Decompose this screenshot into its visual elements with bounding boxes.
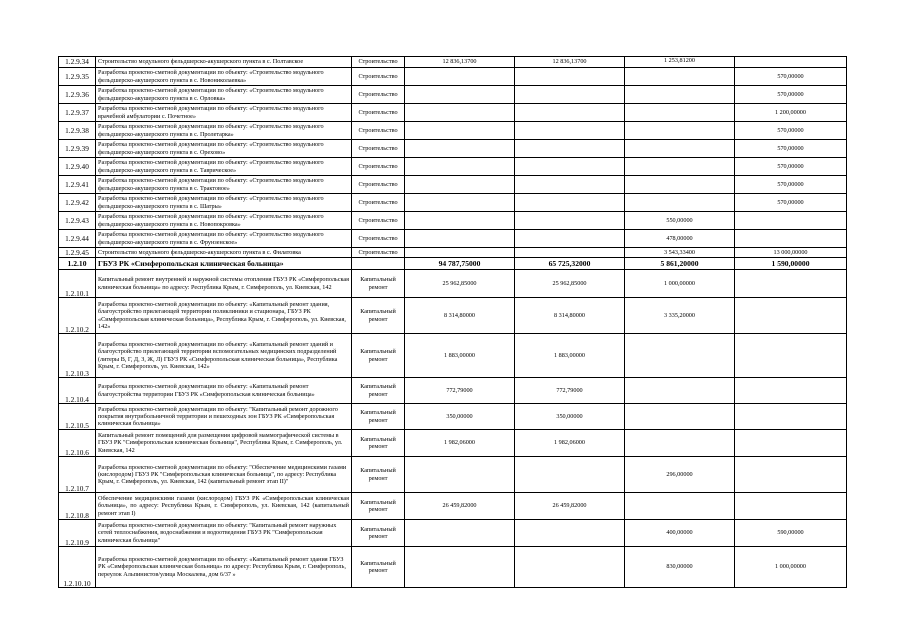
row-code: 1.2.10.5 [59, 404, 96, 430]
row-name: ГБУЗ РК «Симферопольская клиническая больница» [96, 258, 352, 270]
row-value-2 [515, 158, 625, 176]
row-code: 1.2.9.37 [59, 104, 96, 122]
row-type: Строительство [352, 158, 405, 176]
row-name: Разработка проектно-сметной документации по объекту: «Строительство модульного врачебной амбулатории с. Почетное» [96, 104, 352, 122]
row-name: Разработка проектно-сметной документации по объекту: «Строительство модульного фельдшерско-акушерского пункта в с. Орехово» [96, 140, 352, 158]
row-name: Строительство модульного фельдшерско-акушерского пункта в с. Филатовка [96, 248, 352, 258]
row-value-3 [625, 404, 735, 430]
row-total-cost [405, 212, 515, 230]
row-value-2 [515, 230, 625, 248]
row-value-4 [735, 493, 847, 520]
row-value-2: 65 725,32000 [515, 258, 625, 270]
row-total-cost: 1 883,00000 [405, 334, 515, 378]
row-code: 1.2.10.2 [59, 298, 96, 334]
table-row [59, 430, 847, 457]
row-type: Капитальный ремонт [352, 378, 405, 404]
row-total-cost [405, 140, 515, 158]
row-type: Строительство [352, 57, 405, 68]
row-value-4 [735, 404, 847, 430]
row-total-cost [405, 248, 515, 258]
row-value-4: 570,00000 [735, 68, 847, 86]
row-total-cost: 25 962,85000 [405, 270, 515, 298]
row-code: 1.2.9.40 [59, 158, 96, 176]
table-row [59, 547, 847, 588]
row-value-4: 590,00000 [735, 520, 847, 547]
row-total-cost [405, 176, 515, 194]
table-row [59, 230, 847, 248]
row-value-4 [735, 334, 847, 378]
row-value-2 [515, 248, 625, 258]
row-code: 1.2.9.36 [59, 86, 96, 104]
row-total-cost [405, 68, 515, 86]
row-total-cost: 1 982,06000 [405, 430, 515, 457]
table-row [59, 457, 847, 493]
row-value-2 [515, 212, 625, 230]
row-code: 1.2.9.42 [59, 194, 96, 212]
row-value-3 [625, 86, 735, 104]
row-value-2: 26 459,82000 [515, 493, 625, 520]
row-value-3: 550,00000 [625, 212, 735, 230]
row-total-cost [405, 520, 515, 547]
table-row [59, 248, 847, 258]
row-value-2: 772,79000 [515, 378, 625, 404]
row-value-4: 1 200,00000 [735, 104, 847, 122]
row-value-2 [515, 547, 625, 588]
row-name: Разработка проектно-сметной документации по объекту: «Строительство модульного фельдшерско-акушерского пункта в с. Трактовое» [96, 176, 352, 194]
row-code: 1.2.9.43 [59, 212, 96, 230]
row-value-2 [515, 140, 625, 158]
row-type: Капитальный ремонт [352, 457, 405, 493]
row-value-2 [515, 68, 625, 86]
row-value-3: 3 543,33400 [625, 248, 735, 258]
row-value-3 [625, 334, 735, 378]
row-name: Разработка проектно-сметной документации по объекту: «Капитальный ремонт зданий и благоустройство прилегающей территории вспомогательных медицинских подразделений (литеры В, Г, Д, З, Ж, Л) ГБУЗ РК «Симферопольская клиническая больница», Республика Крым, г. Симферополь, ул. Киевская, 142» [96, 334, 352, 378]
row-value-3: 1 253,81200 [625, 57, 735, 68]
row-name: Обеспечение медицинскими газами (кислородом) ГБУЗ РК «Симферопольская клиническая больница», по адресу: Республика Крым, г. Симферополь, ул. Киевская, 142 (капитальный ремонт этап I) [96, 493, 352, 520]
row-value-3: 296,00000 [625, 457, 735, 493]
table-row [59, 86, 847, 104]
row-code: 1.2.10.10 [59, 547, 96, 588]
row-type: Строительство [352, 176, 405, 194]
row-type: Капитальный ремонт [352, 298, 405, 334]
table-row [59, 334, 847, 378]
document-page [58, 56, 846, 588]
row-total-cost: 26 459,82000 [405, 493, 515, 520]
table-row [59, 258, 847, 270]
row-value-2 [515, 122, 625, 140]
row-value-3: 3 335,20000 [625, 298, 735, 334]
row-type: Капитальный ремонт [352, 493, 405, 520]
row-value-4 [735, 298, 847, 334]
table-row [59, 298, 847, 334]
row-value-2 [515, 520, 625, 547]
row-value-4 [735, 270, 847, 298]
row-total-cost [405, 194, 515, 212]
row-value-3: 830,00000 [625, 547, 735, 588]
row-value-3 [625, 378, 735, 404]
row-name: Строительство модульного фельдшерско-акушерского пункта в с. Полтавское [96, 57, 352, 68]
row-value-2 [515, 194, 625, 212]
row-total-cost [405, 230, 515, 248]
table-row [59, 378, 847, 404]
row-type: Строительство [352, 140, 405, 158]
row-name: Разработка проектно-сметной документации по объекту: «Строительство модульного фельдшерско-акушерского пункта в с. Пролетарка» [96, 122, 352, 140]
row-value-2 [515, 104, 625, 122]
row-total-cost [405, 158, 515, 176]
row-type: Строительство [352, 230, 405, 248]
row-value-3 [625, 493, 735, 520]
row-name: Разработка проектно-сметной документации по объекту: «Строительство модульного фельдшерско-акушерского пункта в с. Таврическое» [96, 158, 352, 176]
row-name: Разработка проектно-сметной документации по объекту: «Строительство модульного фельдшерско-акушерского пункта в с. Шатры» [96, 194, 352, 212]
row-type: Строительство [352, 122, 405, 140]
row-value-2: 350,00000 [515, 404, 625, 430]
table-row [59, 270, 847, 298]
row-type: Капитальный ремонт [352, 404, 405, 430]
row-code: 1.2.9.35 [59, 68, 96, 86]
row-value-4: 570,00000 [735, 140, 847, 158]
row-value-3 [625, 122, 735, 140]
row-value-3: 400,00000 [625, 520, 735, 547]
row-value-3: 1 000,00000 [625, 270, 735, 298]
row-value-4 [735, 430, 847, 457]
row-value-3: 5 861,20000 [625, 258, 735, 270]
row-value-2: 25 962,85000 [515, 270, 625, 298]
row-value-4 [735, 457, 847, 493]
table-row [59, 194, 847, 212]
row-value-4 [735, 230, 847, 248]
row-type: Строительство [352, 68, 405, 86]
row-name: Разработка проектно-сметной документации по объекту: "Капитальный ремонт дорожного покрытия внутрибольничной территории и пешеходных зон ГБУЗ РК «Симферопольская клиническая больница» [96, 404, 352, 430]
row-value-4: 570,00000 [735, 122, 847, 140]
row-value-2: 8 314,80000 [515, 298, 625, 334]
row-value-2: 1 982,06000 [515, 430, 625, 457]
row-name: Разработка проектно-сметной документации по объекту: «Капитальный ремонт здания ГБУЗ РК «Симферопольская клиническая больница» по адресу: Республика Крым, г. Симферополь, переулок Альпинистов/улица Москалева, дом 6/37 » [96, 547, 352, 588]
table-row [59, 404, 847, 430]
row-type: Капитальный ремонт [352, 270, 405, 298]
row-type: Капитальный ремонт [352, 430, 405, 457]
row-value-2 [515, 86, 625, 104]
row-total-cost: 350,00000 [405, 404, 515, 430]
table-row [59, 68, 847, 86]
row-value-2 [515, 176, 625, 194]
row-value-4: 1 000,00000 [735, 547, 847, 588]
row-value-4 [735, 57, 847, 68]
row-name: Капитальный ремонт внутренней и наружной системы отопления ГБУЗ РК «Симферопольская клиническая больница» по адресу: Республика Крым, г. Симферополь, ул. Киевская, 142 [96, 270, 352, 298]
row-name: Разработка проектно-сметной документации по объекту: «Строительство модульного фельдшерско-акушерского пункта в с. Орловка» [96, 86, 352, 104]
row-code: 1.2.9.41 [59, 176, 96, 194]
row-value-3 [625, 194, 735, 212]
row-total-cost [405, 457, 515, 493]
row-type: Строительство [352, 248, 405, 258]
row-type: Капитальный ремонт [352, 334, 405, 378]
row-name: Разработка проектно-сметной документации по объекту: «Строительство модульного фельдшерско-акушерского пункта в с. Новониколаевка» [96, 68, 352, 86]
table-row [59, 212, 847, 230]
row-total-cost [405, 547, 515, 588]
row-name: Капитальный ремонт помещений для размещения цифровой маммографической системы в ГБУЗ РК "Симферопольская клиническая больница", Республика Крым, г. Симферополь, ул. Киевская, 142 [96, 430, 352, 457]
row-value-3 [625, 140, 735, 158]
table-row [59, 57, 847, 68]
row-name: Разработка проектно-сметной документации по объекту: «Строительство модульного фельдшерско-акушерского пункта в с. Новопокровка» [96, 212, 352, 230]
row-value-4: 570,00000 [735, 158, 847, 176]
row-name: Разработка проектно-сметной документации по объекту: «Строительство модульного фельдшерско-акушерского пункта в с. Фрунзенское» [96, 230, 352, 248]
row-value-3 [625, 68, 735, 86]
row-code: 1.2.10.6 [59, 430, 96, 457]
row-code: 1.2.10 [59, 258, 96, 270]
row-code: 1.2.9.44 [59, 230, 96, 248]
row-name: Разработка проектно-сметной документации по объекту: «Капитальный ремонт благоустройства территории ГБУЗ РК «Симферопольская клиническая больница» [96, 378, 352, 404]
table-row [59, 493, 847, 520]
row-value-3 [625, 430, 735, 457]
row-type [352, 258, 405, 270]
row-value-4: 570,00000 [735, 176, 847, 194]
row-type: Строительство [352, 212, 405, 230]
row-type: Капитальный ремонт [352, 547, 405, 588]
row-name: Разработка проектно-сметной документации по объекту: "Капитальный ремонт наружных сетей теплоснабжения, водоснабжения и водоотведения ГБУЗ РК "Симферопольская клиническая больница" [96, 520, 352, 547]
row-type: Строительство [352, 104, 405, 122]
table-row [59, 104, 847, 122]
row-code: 1.2.10.9 [59, 520, 96, 547]
row-value-2: 1 883,00000 [515, 334, 625, 378]
row-code: 1.2.10.7 [59, 457, 96, 493]
row-value-4 [735, 378, 847, 404]
row-value-3: 478,00000 [625, 230, 735, 248]
row-total-cost [405, 86, 515, 104]
row-value-4: 13 000,00000 [735, 248, 847, 258]
row-code: 1.2.10.3 [59, 334, 96, 378]
row-name: Разработка проектно-сметной документации по объекту: «Капитальный ремонт здания, благоустройство прилегающей территории поликлиники и стационара, ГБУЗ РК «Симферопольская клиническая больница», Республика Крым, г. Симферополь, ул. Киевская, 142» [96, 298, 352, 334]
row-code: 1.2.9.39 [59, 140, 96, 158]
row-value-4: 570,00000 [735, 86, 847, 104]
row-code: 1.2.9.38 [59, 122, 96, 140]
row-total-cost: 94 787,75000 [405, 258, 515, 270]
row-value-3 [625, 176, 735, 194]
row-value-2: 12 836,13700 [515, 57, 625, 68]
table-row [59, 520, 847, 547]
row-total-cost: 772,79000 [405, 378, 515, 404]
row-value-4 [735, 212, 847, 230]
table-row [59, 140, 847, 158]
row-code: 1.2.9.45 [59, 248, 96, 258]
row-value-4: 570,00000 [735, 194, 847, 212]
row-value-4: 1 590,00000 [735, 258, 847, 270]
row-total-cost: 12 836,13700 [405, 57, 515, 68]
table-row [59, 176, 847, 194]
row-type: Капитальный ремонт [352, 520, 405, 547]
table-row [59, 122, 847, 140]
row-value-2 [515, 457, 625, 493]
row-name: Разработка проектно-сметной документации по объекту: "Обеспечение медицинскими газами (кислородом) ГБУЗ РК "Симферопольская клиническая больница", по адресу: Республика Крым, г. Симферополь, ул. Киевская, 142 (капитальный ремонт этап II)" [96, 457, 352, 493]
row-value-3 [625, 104, 735, 122]
row-type: Строительство [352, 194, 405, 212]
row-type: Строительство [352, 86, 405, 104]
row-value-3 [625, 158, 735, 176]
row-code: 1.2.10.1 [59, 270, 96, 298]
table-row [59, 158, 847, 176]
row-code: 1.2.9.34 [59, 57, 96, 68]
row-code: 1.2.10.4 [59, 378, 96, 404]
row-total-cost [405, 104, 515, 122]
row-code: 1.2.10.8 [59, 493, 96, 520]
budget-table [58, 56, 847, 588]
row-total-cost: 8 314,80000 [405, 298, 515, 334]
row-total-cost [405, 122, 515, 140]
